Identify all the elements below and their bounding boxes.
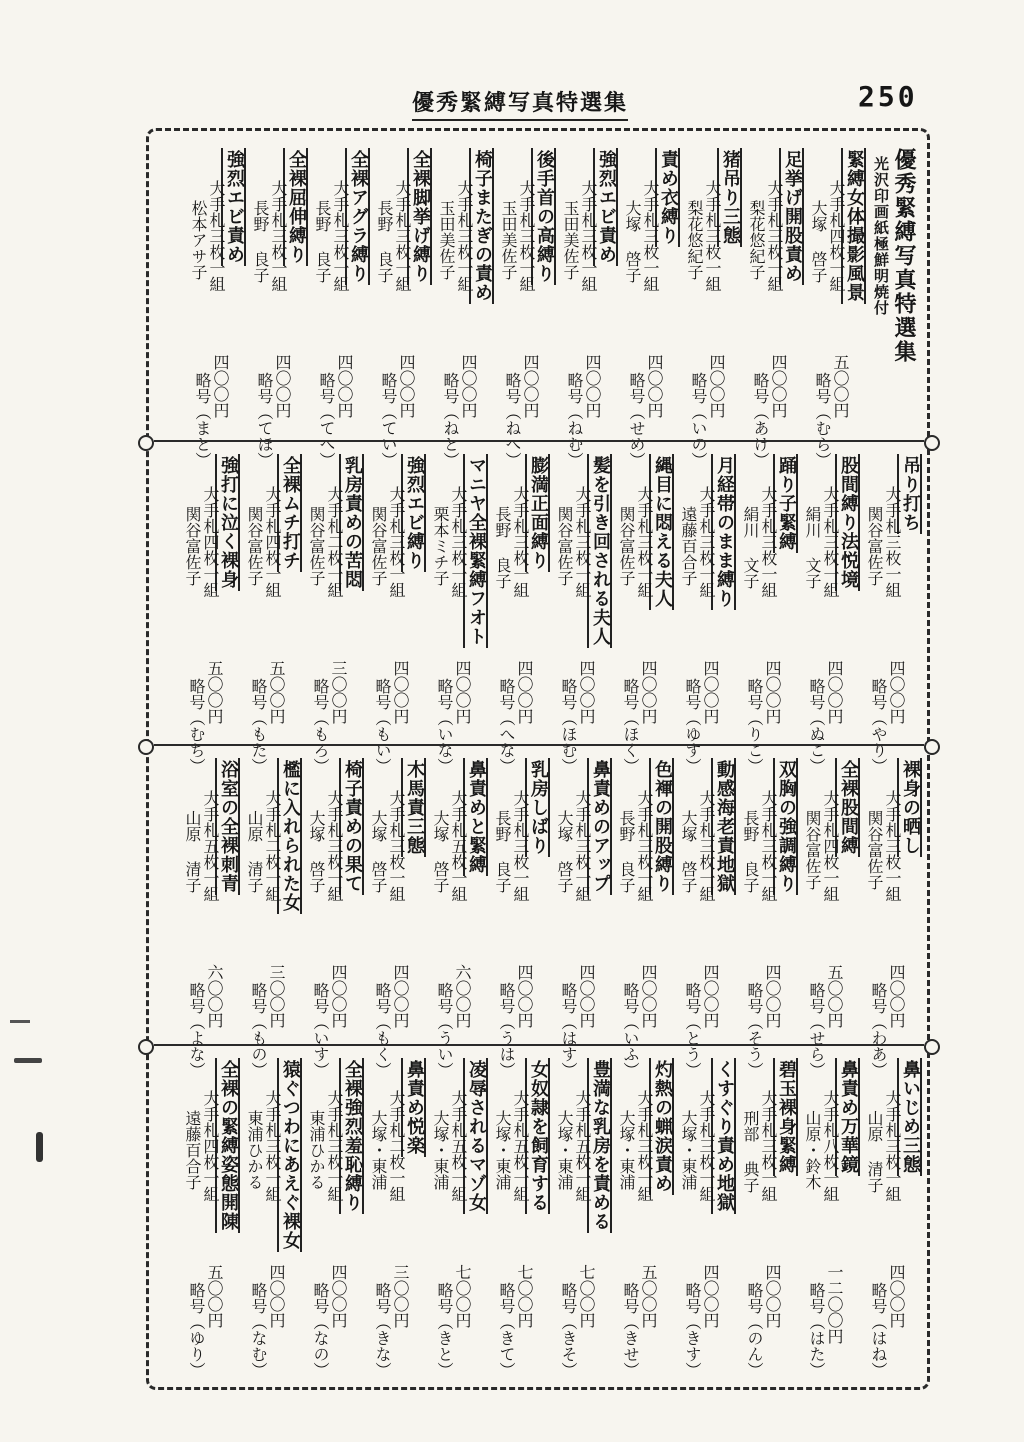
entry-code: 略号（いす） xyxy=(311,982,330,1078)
entry-code: 略号（あけ） xyxy=(751,372,770,468)
entry-code: 略号（ねへ） xyxy=(503,372,522,468)
catalog-entry xyxy=(806,142,868,468)
entry-title: 鼻責め悦楽 xyxy=(401,1058,426,1157)
entry-price: 四〇〇円 xyxy=(763,660,782,724)
header-title: 優秀緊縛写真特選集 xyxy=(412,86,628,121)
entry-title: 女奴隷を飼育する xyxy=(525,1058,550,1214)
catalog-entry xyxy=(620,142,682,468)
catalog-entry xyxy=(490,752,552,1078)
entry-title: 乳房責めの苦悶 xyxy=(339,454,364,591)
entry-title: 足挙げ開股責め xyxy=(779,148,804,285)
entry-spec: 大手札三枚一組 xyxy=(331,180,350,292)
entry-title: 髪を引き回される夫人 xyxy=(587,454,612,648)
catalog-entry xyxy=(180,752,242,1078)
entry-price: 六〇〇円 xyxy=(453,964,472,1028)
entry-spec: 大手札三枚一組 xyxy=(883,790,902,902)
entry-price: 四〇〇円 xyxy=(515,660,534,724)
entry-price: 三〇〇円 xyxy=(329,660,348,724)
entry-title: 裸身の晒し xyxy=(897,758,922,857)
entry-code: 略号（のん） xyxy=(745,1282,764,1378)
entry-title: 強烈エビ縛り xyxy=(401,454,426,572)
catalog-band-2 xyxy=(154,448,924,774)
entry-title: 責め衣縛り xyxy=(655,148,680,247)
catalog-entry xyxy=(242,448,304,774)
catalog-entry xyxy=(304,1052,366,1378)
entry-spec: 大手札三枚一組 xyxy=(325,1090,344,1202)
entry-price: 四〇〇円 xyxy=(639,660,658,724)
entry-spec: 大手札三枚一組 xyxy=(821,486,840,598)
entry-price: 五〇〇円 xyxy=(205,1264,224,1328)
entry-model: 長野 良子 xyxy=(617,810,636,893)
entry-title: 全裸アグラ縛り xyxy=(345,148,370,285)
entry-code: 略号（そう） xyxy=(745,982,764,1078)
entry-model: 大塚・東浦 xyxy=(617,1110,636,1190)
entry-code: 略号（いの） xyxy=(689,372,708,468)
entry-title: 後手首の高縛り xyxy=(531,148,556,285)
entry-price: 四〇〇円 xyxy=(577,964,596,1028)
entry-model: 大塚 啓子 xyxy=(555,810,574,893)
catalog-entry xyxy=(180,1052,242,1378)
entry-title: 強打に泣く裸身 xyxy=(215,454,240,591)
entry-code: 略号（ほく） xyxy=(621,678,640,774)
entry-code: 略号（きて） xyxy=(497,1282,516,1378)
entry-spec: 大手札四枚一組 xyxy=(201,486,220,598)
entry-code: 略号（ゆす） xyxy=(683,678,702,774)
entry-price: 四〇〇円 xyxy=(639,964,658,1028)
catalog-entry xyxy=(738,1052,800,1378)
catalog-entry xyxy=(614,752,676,1078)
entry-model: 関谷富佐子 xyxy=(617,506,636,586)
entry-model: 大塚 啓子 xyxy=(307,810,326,893)
entry-model: 関谷富佐子 xyxy=(865,810,884,890)
catalog-entry xyxy=(862,752,924,1078)
entry-model: 大塚 啓子 xyxy=(809,200,828,283)
catalog-band-3 xyxy=(154,752,924,1078)
entry-code: 略号（なの） xyxy=(311,1282,330,1378)
catalog-entry xyxy=(552,448,614,774)
entry-price: 五〇〇円 xyxy=(825,964,844,1028)
entry-title: 檻に入れられた女 xyxy=(277,758,302,914)
entry-code: 略号（よな） xyxy=(187,982,206,1078)
entry-price: 四〇〇円 xyxy=(515,964,534,1028)
entry-spec: 大手札五枚一組 xyxy=(201,790,220,902)
entry-title: 踊り子緊縛 xyxy=(773,454,798,553)
entry-code: 略号（ほむ） xyxy=(559,678,578,774)
entry-price: 三〇〇円 xyxy=(391,1264,410,1328)
entry-code: 略号（へな） xyxy=(497,678,516,774)
entry-model: 山原・鈴木 xyxy=(803,1110,822,1190)
entry-model: 大塚 啓子 xyxy=(679,810,698,893)
catalog-entry xyxy=(800,1052,862,1378)
entry-spec: 大手札五枚一組 xyxy=(511,1090,530,1202)
catalog-entry xyxy=(310,142,372,468)
entry-code: 略号（いな） xyxy=(435,678,454,774)
entry-title: 椅子責めの果て xyxy=(339,758,364,895)
entry-price: 四〇〇円 xyxy=(583,354,602,418)
entry-model: 大塚・東浦 xyxy=(679,1110,698,1190)
entry-spec: 大手札三枚一組 xyxy=(517,180,536,292)
entry-title: 膨満正面縛り xyxy=(525,454,550,572)
entry-code: 略号（まと） xyxy=(193,372,212,468)
entry-model: 大塚 啓子 xyxy=(369,810,388,893)
entry-spec: 大手札三枚一組 xyxy=(697,486,716,598)
catalog-entry xyxy=(552,1052,614,1378)
entry-title: 木馬責三態 xyxy=(401,758,426,857)
entry-code: 略号（ねと） xyxy=(441,372,460,468)
entry-code: 略号（なむ） xyxy=(249,1282,268,1378)
catalog-entry xyxy=(676,448,738,774)
entry-model: 大塚・東浦 xyxy=(493,1110,512,1190)
entry-model: 大塚・東浦 xyxy=(431,1110,450,1190)
entry-code: 略号（てい） xyxy=(379,372,398,468)
catalog-entry xyxy=(800,752,862,1078)
entry-spec: 大手札三枚一組 xyxy=(703,180,722,292)
entry-title: 緊縛女体撮影風景 xyxy=(841,148,866,304)
entry-model: 関谷富佐子 xyxy=(307,506,326,586)
entry-model: 関谷富佐子 xyxy=(369,506,388,586)
entry-title: 全裸ムチ打チ xyxy=(277,454,302,572)
entry-code: 略号（ゆり） xyxy=(187,1282,206,1378)
entry-model: 玉田美佐子 xyxy=(437,200,456,280)
entry-spec: 大手札三枚一組 xyxy=(641,180,660,292)
catalog-entry xyxy=(800,448,862,774)
entry-spec: 大手札三枚一組 xyxy=(635,790,654,902)
catalog-entry xyxy=(428,1052,490,1378)
entry-model: 東浦ひかる xyxy=(245,1110,264,1190)
entry-model: 絹川 文子 xyxy=(741,506,760,589)
entry-spec: 大手札三枚一組 xyxy=(393,180,412,292)
entry-price: 四〇〇円 xyxy=(273,354,292,418)
entry-spec: 大手札三枚一組 xyxy=(759,790,778,902)
entry-title: 乳房しばり xyxy=(525,758,550,857)
entry-code: 略号（きと） xyxy=(435,1282,454,1378)
entry-model: 大塚・東浦 xyxy=(555,1110,574,1190)
entry-code: 略号（うは） xyxy=(497,982,516,1078)
entry-model: 長野 良子 xyxy=(741,810,760,893)
entry-model: 山原 清子 xyxy=(245,810,264,893)
entry-model: 大塚・東浦 xyxy=(369,1110,388,1190)
catalog-entry xyxy=(614,448,676,774)
entry-spec: 大手札三枚一組 xyxy=(697,1090,716,1202)
catalog-entry xyxy=(738,752,800,1078)
entry-spec: 大手札三枚一組 xyxy=(387,486,406,598)
entry-spec: 大手札四枚一組 xyxy=(827,180,846,292)
entry-spec: 大手札二枚一組 xyxy=(387,1090,406,1202)
entry-code: 略号（いふ） xyxy=(621,982,640,1078)
entry-model: 梨花悠紀子 xyxy=(747,200,766,280)
entry-title: 全裸強烈羞恥縛り xyxy=(339,1058,364,1214)
entry-spec: 大手札三枚一組 xyxy=(635,1090,654,1202)
entry-model: 関谷富佐子 xyxy=(245,506,264,586)
catalog-entry xyxy=(552,752,614,1078)
entry-title: 股間縛り法悦境 xyxy=(835,454,860,591)
entry-code: 略号（ぬこ） xyxy=(807,678,826,774)
entry-code: 略号（もの） xyxy=(249,982,268,1078)
entry-spec: 大手札三枚一組 xyxy=(759,486,778,598)
entry-spec: 大手札四枚一組 xyxy=(821,790,840,902)
entry-model: 大塚 啓子 xyxy=(623,200,642,283)
catalog-entry xyxy=(490,1052,552,1378)
entry-price: 四〇〇円 xyxy=(763,1264,782,1328)
entry-spec: 大手札三枚一組 xyxy=(263,1090,282,1202)
entry-model: 大塚 啓子 xyxy=(431,810,450,893)
catalog-entry xyxy=(366,752,428,1078)
entry-price: 三〇〇円 xyxy=(267,964,286,1028)
entry-price: 四〇〇円 xyxy=(707,354,726,418)
entry-model: 長野 良子 xyxy=(375,200,394,283)
entry-title: くすぐり責め地獄 xyxy=(711,1058,736,1214)
entry-title: 双胸の強調縛り xyxy=(773,758,798,895)
entry-code: 略号（むち） xyxy=(187,678,206,774)
scan-smudge xyxy=(10,1020,30,1023)
catalog-entry xyxy=(366,448,428,774)
entry-title: 全裸股間縛 xyxy=(835,758,860,857)
entry-code: 略号（はね） xyxy=(869,1282,888,1378)
catalog-entry xyxy=(372,142,434,468)
entry-model: 玉田美佐子 xyxy=(499,200,518,280)
entry-model: 遠藤百合子 xyxy=(183,1110,202,1190)
entry-spec: 大手札四枚一組 xyxy=(263,486,282,598)
entry-price: 四〇〇円 xyxy=(267,1264,286,1328)
entry-price: 四〇〇円 xyxy=(397,354,416,418)
entry-spec: 大手札五枚一組 xyxy=(573,1090,592,1202)
entry-title: 鼻責め万華鏡 xyxy=(835,1058,860,1176)
catalog-entry xyxy=(614,1052,676,1378)
entry-model: 関谷富佐子 xyxy=(555,506,574,586)
catalog-entry xyxy=(676,1052,738,1378)
entry-code: 略号（てほ） xyxy=(255,372,274,468)
entry-price: 四〇〇円 xyxy=(329,1264,348,1328)
entry-title: 椅子またぎの責め xyxy=(469,148,494,304)
entry-code: 略号（せら） xyxy=(807,982,826,1078)
entry-price: 五〇〇円 xyxy=(639,1264,658,1328)
entry-spec: 大手札二枚一組 xyxy=(325,486,344,598)
entry-model: 梨花悠紀子 xyxy=(685,200,704,280)
catalog-entry xyxy=(242,1052,304,1378)
catalog-entry xyxy=(186,142,248,468)
entry-title: 強烈エビ責め xyxy=(221,148,246,266)
entry-spec: 大手札三枚一組 xyxy=(207,180,226,292)
catalog-entry xyxy=(490,448,552,774)
entry-title: 強烈エビ責め xyxy=(593,148,618,266)
entry-code: 略号（わあ） xyxy=(869,982,888,1078)
entry-title: 豊満な乳房を責める xyxy=(587,1058,612,1233)
entry-spec: 大手札三枚一組 xyxy=(449,486,468,598)
catalog-entry xyxy=(180,448,242,774)
catalog-entry xyxy=(862,448,924,774)
entry-price: 四〇〇円 xyxy=(701,660,720,724)
entry-price: 四〇〇円 xyxy=(391,964,410,1028)
entry-price: 四〇〇円 xyxy=(329,964,348,1028)
entry-price: 五〇〇円 xyxy=(267,660,286,724)
entry-model: 栗本ミチ子 xyxy=(431,506,450,586)
entry-model: 東浦ひかる xyxy=(307,1110,326,1190)
entry-spec: 大手札四枚一組 xyxy=(201,1090,220,1202)
entry-title: 縄目に悶える夫人 xyxy=(649,454,674,610)
entry-price: 四〇〇円 xyxy=(763,964,782,1028)
entry-price: 五〇〇円 xyxy=(831,354,850,418)
entry-spec: 大手札三枚一組 xyxy=(269,180,288,292)
entry-code: 略号（てへ） xyxy=(317,372,336,468)
entry-title: 全裸脚挙げ縛り xyxy=(407,148,432,285)
entry-price: 四〇〇円 xyxy=(521,354,540,418)
entry-price: 四〇〇円 xyxy=(459,354,478,418)
entry-model: 松本アサ子 xyxy=(189,200,208,280)
entry-model: 長野 良子 xyxy=(313,200,332,283)
entry-code: 略号（やり） xyxy=(869,678,888,774)
entry-code: 略号（とう） xyxy=(683,982,702,1078)
catalog-entry xyxy=(248,142,310,468)
entry-model: 刑部 典子 xyxy=(741,1110,760,1193)
entry-code: 略号（はす） xyxy=(559,982,578,1078)
entry-spec: 大手札三枚一組 xyxy=(883,1090,902,1202)
entry-price: 一二〇〇円 xyxy=(825,1264,844,1344)
series-heading xyxy=(868,142,924,432)
catalog-entry xyxy=(366,1052,428,1378)
entry-spec: 大手札二枚一組 xyxy=(263,790,282,902)
entry-price: 七〇〇円 xyxy=(515,1264,534,1328)
entry-title: 鼻いじめ三態 xyxy=(897,1058,922,1176)
entry-title: 猿ぐつわにあえぐ裸女 xyxy=(277,1058,302,1252)
entry-title: 凌辱されるマゾ女 xyxy=(463,1058,488,1214)
entry-code: 略号（きせ） xyxy=(621,1282,640,1378)
entry-spec: 大手札三枚一組 xyxy=(573,486,592,598)
entry-code: 略号（せめ） xyxy=(627,372,646,468)
entry-code: 略号（りこ） xyxy=(745,678,764,774)
band-divider xyxy=(154,1044,924,1046)
page-number: 250 xyxy=(858,80,918,113)
entry-price: 七〇〇円 xyxy=(453,1264,472,1328)
entry-price: 四〇〇円 xyxy=(335,354,354,418)
entry-model: 遠藤百合子 xyxy=(679,506,698,586)
entry-title: 灼熱の蝋涙責め xyxy=(649,1058,674,1195)
catalog-entry xyxy=(242,752,304,1078)
entry-spec: 大手札三枚一組 xyxy=(765,180,784,292)
catalog-entry xyxy=(744,142,806,468)
band-divider xyxy=(154,440,924,442)
entry-code: 略号（きす） xyxy=(683,1282,702,1378)
catalog-entry xyxy=(304,752,366,1078)
entry-spec: 大手札五枚一組 xyxy=(449,790,468,902)
entry-title: 鼻責めと緊縛 xyxy=(463,758,488,876)
entry-code: 略号（きな） xyxy=(373,1282,392,1378)
entry-title: マニヤ全裸緊縛フオト xyxy=(463,454,488,648)
entry-code: 略号（はた） xyxy=(807,1282,826,1378)
entry-price: 四〇〇円 xyxy=(887,964,906,1028)
entry-code: 略号（もた） xyxy=(249,678,268,774)
entry-model: 関谷富佐子 xyxy=(865,506,884,586)
entry-model: 山原 清子 xyxy=(183,810,202,893)
entry-price: 四〇〇円 xyxy=(769,354,788,418)
entry-spec: 大手札三枚一組 xyxy=(325,790,344,902)
entry-spec: 大手札三枚一組 xyxy=(697,790,716,902)
entry-spec: 大手札三枚一組 xyxy=(573,790,592,902)
entry-spec: 大手札三枚一組 xyxy=(511,790,530,902)
catalog-entry xyxy=(676,752,738,1078)
catalog-entry xyxy=(682,142,744,468)
entry-price: 四〇〇円 xyxy=(701,964,720,1028)
catalog-band-4 xyxy=(154,1052,924,1378)
catalog-entry xyxy=(862,1052,924,1378)
scan-smudge xyxy=(14,1058,42,1063)
entry-code: 略号（ねむ） xyxy=(565,372,584,468)
entry-model: 関谷富佐子 xyxy=(803,810,822,890)
entry-code: 略号（もい） xyxy=(373,678,392,774)
entry-spec: 大手札三枚一組 xyxy=(511,486,530,598)
entry-title: 動感海老責地獄 xyxy=(711,758,736,895)
entry-model: 山原 清子 xyxy=(865,1110,884,1193)
entry-title: 浴室の全裸刺青 xyxy=(215,758,240,895)
entry-title: 鼻責めのアップ xyxy=(587,758,612,895)
catalog-entry xyxy=(304,448,366,774)
entry-price: 四〇〇円 xyxy=(577,660,596,724)
entry-price: 四〇〇円 xyxy=(645,354,664,418)
catalog-entry xyxy=(738,448,800,774)
entry-title: 猪吊り三態 xyxy=(717,148,742,247)
entry-price: 四〇〇円 xyxy=(887,1264,906,1328)
entry-model: 長野 良子 xyxy=(493,810,512,893)
entry-model: 長野 良子 xyxy=(493,506,512,589)
entry-price: 四〇〇円 xyxy=(701,1264,720,1328)
entry-title: 碧玉裸身緊縛 xyxy=(773,1058,798,1176)
entry-code: 略号（もく） xyxy=(373,982,392,1078)
entry-model: 絹川 文子 xyxy=(803,506,822,589)
entry-model: 玉田美佐子 xyxy=(561,200,580,280)
entry-code: 略号（うい） xyxy=(435,982,454,1078)
entry-title: 全裸の緊縛姿態開陳 xyxy=(215,1058,240,1233)
entry-code: 略号（むら） xyxy=(813,372,832,468)
series-subtitle: 光沢印画紙極鮮明焼付 xyxy=(872,156,890,316)
entry-model: 長野 良子 xyxy=(251,200,270,283)
entry-title: 吊り打ち xyxy=(897,454,922,534)
entry-price: 五〇〇円 xyxy=(205,660,224,724)
entry-code: 略号（きそ） xyxy=(559,1282,578,1378)
entry-price: 六〇〇円 xyxy=(205,964,224,1028)
catalog-entry xyxy=(496,142,558,468)
catalog-entry xyxy=(428,448,490,774)
entry-price: 七〇〇円 xyxy=(577,1264,596,1328)
band-divider xyxy=(154,744,924,746)
entry-title: 全裸屈伸縛り xyxy=(283,148,308,266)
entry-code: 略号（もろ） xyxy=(311,678,330,774)
catalog-band-1 xyxy=(154,142,924,468)
entry-spec: 大手札三枚一組 xyxy=(759,1090,778,1202)
entry-price: 四〇〇円 xyxy=(887,660,906,724)
entry-spec: 大手札三枚一組 xyxy=(883,486,902,598)
entry-spec: 大手札五枚一組 xyxy=(449,1090,468,1202)
entry-spec: 大手札三枚一組 xyxy=(579,180,598,292)
entry-price: 四〇〇円 xyxy=(453,660,472,724)
entry-price: 四〇〇円 xyxy=(825,660,844,724)
entry-spec: 大手札八枚一組 xyxy=(821,1090,840,1202)
catalog-entry xyxy=(558,142,620,468)
entry-title: 月経帯のまま縛り xyxy=(711,454,736,610)
entry-price: 四〇〇円 xyxy=(211,354,230,418)
entry-title: 色褌の開股縛り xyxy=(649,758,674,895)
entry-spec: 大手札三枚一組 xyxy=(635,486,654,598)
catalog-entry xyxy=(434,142,496,468)
entry-price: 四〇〇円 xyxy=(391,660,410,724)
entry-model: 関谷富佐子 xyxy=(183,506,202,586)
scan-smudge xyxy=(36,1132,43,1162)
catalog-entry xyxy=(428,752,490,1078)
entry-spec: 大手札三枚一組 xyxy=(387,790,406,902)
series-title: 優秀緊縛写真特選集 xyxy=(891,148,917,364)
entry-spec: 大手札三枚一組 xyxy=(455,180,474,292)
